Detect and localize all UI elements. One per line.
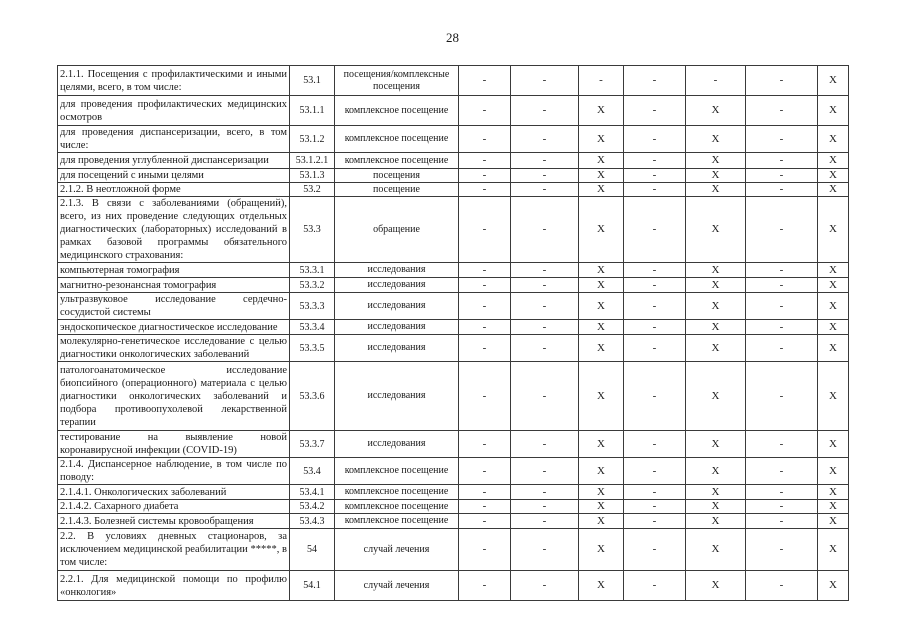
table-row [58,263,849,278]
value-cell: X [818,278,849,293]
value-cell: - [746,529,818,571]
value-cell: - [511,514,579,529]
value-cell: X [579,153,624,169]
value-cell: - [511,500,579,514]
value-cell: X [686,197,746,263]
value-cell: - [579,66,624,96]
table-row [58,431,849,458]
value-cell: - [459,514,511,529]
row-unit: исследования [335,335,459,362]
table-row [58,320,849,335]
value-cell: - [624,96,686,126]
value-cell: - [459,320,511,335]
row-description: эндоскопическое диагностическое исследование [58,320,290,335]
value-cell: X [818,485,849,500]
row-unit: обращение [335,197,459,263]
value-cell: - [511,335,579,362]
row-description: молекулярно-генетическое исследование с целью диагностики онкологических заболеваний [58,335,290,362]
value-cell: - [459,458,511,485]
value-cell: X [686,169,746,183]
value-cell: - [624,485,686,500]
value-cell: - [746,263,818,278]
medical-volumes-table [57,65,849,601]
row-unit: исследования [335,278,459,293]
value-cell: X [579,529,624,571]
value-cell: - [459,335,511,362]
value-cell: X [579,362,624,431]
value-cell: - [746,458,818,485]
value-cell: - [511,278,579,293]
row-unit: комплексное посещение [335,500,459,514]
row-unit: исследования [335,362,459,431]
table-row [58,153,849,169]
value-cell: X [579,278,624,293]
value-cell: X [579,263,624,278]
value-cell: - [624,293,686,320]
row-unit: исследования [335,431,459,458]
value-cell: - [511,263,579,278]
value-cell: - [746,293,818,320]
value-cell: X [686,571,746,601]
row-description: для проведения профилактических медицинских осмотров [58,96,290,126]
value-cell: X [579,431,624,458]
value-cell: X [818,514,849,529]
table-row [58,529,849,571]
row-description: 2.2. В условиях дневных стационаров, за исключением медицинской реабилитации *****, в том числе: [58,529,290,571]
row-description: 2.1.3. В связи с заболеваниями (обращений), всего, из них проведение следующих отдельных диагностических (лабораторных) исследований в рамках базовой программы обязательного медицинского страхования: [58,197,290,263]
table-row [58,335,849,362]
value-cell: X [818,431,849,458]
row-code: 53.3.6 [290,362,335,431]
value-cell: - [746,500,818,514]
value-cell: - [624,66,686,96]
value-cell: - [459,529,511,571]
value-cell: - [746,335,818,362]
value-cell: - [746,278,818,293]
row-code: 53.3.4 [290,320,335,335]
table-row [58,126,849,153]
value-cell: X [818,500,849,514]
row-code: 53.1.2 [290,126,335,153]
value-cell: X [686,293,746,320]
value-cell: - [511,96,579,126]
row-code: 53.4.1 [290,485,335,500]
value-cell: - [624,263,686,278]
row-code: 53.4 [290,458,335,485]
row-unit: посещение [335,183,459,197]
value-cell: X [579,458,624,485]
table-row [58,278,849,293]
value-cell: - [624,500,686,514]
value-cell: - [746,126,818,153]
row-code: 53.4.2 [290,500,335,514]
value-cell: - [511,431,579,458]
table-row [58,362,849,431]
value-cell: X [579,197,624,263]
value-cell: X [686,500,746,514]
value-cell: X [818,263,849,278]
row-code: 53.1.2.1 [290,153,335,169]
row-code: 53.3.3 [290,293,335,320]
value-cell: - [624,458,686,485]
value-cell: X [818,183,849,197]
row-description: ультразвуковое исследование сердечно-сосудистой системы [58,293,290,320]
value-cell: X [686,529,746,571]
row-unit: исследования [335,263,459,278]
table-row [58,485,849,500]
value-cell: X [818,66,849,96]
value-cell: X [579,335,624,362]
row-description: 2.1.4. Диспансерное наблюдение, в том числе по поводу: [58,458,290,485]
value-cell: X [818,571,849,601]
value-cell: X [686,514,746,529]
row-code: 53.1 [290,66,335,96]
row-unit: комплексное посещение [335,96,459,126]
value-cell: - [624,431,686,458]
value-cell: - [746,362,818,431]
value-cell: - [624,169,686,183]
value-cell: - [746,514,818,529]
value-cell: - [511,169,579,183]
row-code: 53.3 [290,197,335,263]
value-cell: X [686,458,746,485]
value-cell: X [686,335,746,362]
row-code: 53.3.2 [290,278,335,293]
table-body [58,66,849,601]
table-row [58,66,849,96]
value-cell: - [511,293,579,320]
value-cell: X [579,126,624,153]
value-cell: X [579,293,624,320]
value-cell: X [818,458,849,485]
value-cell: - [459,293,511,320]
table-row [58,458,849,485]
value-cell: - [459,126,511,153]
value-cell: X [818,335,849,362]
row-description: для посещений с иными целями [58,169,290,183]
value-cell: X [579,514,624,529]
value-cell: - [459,431,511,458]
row-unit: комплексное посещение [335,458,459,485]
value-cell: - [511,320,579,335]
row-unit: случай лечения [335,571,459,601]
row-code: 54 [290,529,335,571]
value-cell: - [459,571,511,601]
value-cell: - [746,320,818,335]
value-cell: - [511,197,579,263]
row-unit: исследования [335,293,459,320]
row-unit: комплексное посещение [335,126,459,153]
value-cell: - [746,431,818,458]
row-code: 53.2 [290,183,335,197]
value-cell: X [818,362,849,431]
value-cell: X [818,96,849,126]
value-cell: - [624,197,686,263]
value-cell: - [686,66,746,96]
table-row [58,571,849,601]
value-cell: - [511,529,579,571]
row-code: 53.4.3 [290,514,335,529]
value-cell: X [686,431,746,458]
value-cell: - [459,96,511,126]
row-description: патологоанатомическое исследование биопсийного (операционного) материала с целью диагностики онкологических заболеваний и подбора противоопухолевой лекарственной терапии [58,362,290,431]
row-description: 2.2.1. Для медицинской помощи по профилю «онкология» [58,571,290,601]
value-cell: - [624,278,686,293]
value-cell: - [746,169,818,183]
value-cell: X [686,362,746,431]
value-cell: - [459,278,511,293]
row-description: для проведения диспансеризации, всего, в том числе: [58,126,290,153]
value-cell: X [579,500,624,514]
row-description: 2.1.4.2. Сахарного диабета [58,500,290,514]
value-cell: X [686,153,746,169]
value-cell: - [624,153,686,169]
value-cell: X [818,153,849,169]
value-cell: - [746,197,818,263]
value-cell: - [459,66,511,96]
row-description: 2.1.1. Посещения с профилактическими и иными целями, всего, в том числе: [58,66,290,96]
value-cell: - [624,529,686,571]
value-cell: - [624,514,686,529]
value-cell: - [459,183,511,197]
value-cell: - [624,335,686,362]
value-cell: - [459,169,511,183]
value-cell: - [511,153,579,169]
row-unit: посещения/комплексные посещения [335,66,459,96]
row-description: для проведения углубленной диспансеризации [58,153,290,169]
value-cell: - [459,197,511,263]
row-unit: исследования [335,320,459,335]
value-cell: X [818,293,849,320]
table-row [58,514,849,529]
value-cell: X [818,320,849,335]
value-cell: X [686,485,746,500]
value-cell: X [818,126,849,153]
value-cell: - [511,66,579,96]
value-cell: X [579,571,624,601]
row-description: 2.1.4.3. Болезней системы кровообращения [58,514,290,529]
value-cell: - [511,362,579,431]
value-cell: - [459,500,511,514]
value-cell: X [686,183,746,197]
value-cell: - [511,458,579,485]
value-cell: - [624,126,686,153]
table-row [58,500,849,514]
row-unit: комплексное посещение [335,485,459,500]
row-description: магнитно-резонансная томография [58,278,290,293]
row-code: 53.3.7 [290,431,335,458]
row-code: 53.1.3 [290,169,335,183]
value-cell: X [579,183,624,197]
row-description: компьютерная томография [58,263,290,278]
value-cell: - [459,263,511,278]
value-cell: - [624,362,686,431]
value-cell: X [579,96,624,126]
row-description: тестирование на выявление новой коронавирусной инфекции (COVID-19) [58,431,290,458]
value-cell: X [579,169,624,183]
table-row [58,169,849,183]
row-unit: комплексное посещение [335,153,459,169]
value-cell: - [624,571,686,601]
value-cell: X [579,485,624,500]
value-cell: - [746,485,818,500]
table-row [58,197,849,263]
row-unit: посещения [335,169,459,183]
row-description: 2.1.4.1. Онкологических заболеваний [58,485,290,500]
value-cell: - [624,183,686,197]
row-code: 54.1 [290,571,335,601]
value-cell: X [579,320,624,335]
value-cell: - [459,485,511,500]
value-cell: X [686,320,746,335]
table-row [58,183,849,197]
value-cell: - [459,362,511,431]
value-cell: X [686,96,746,126]
row-code: 53.1.1 [290,96,335,126]
value-cell: - [746,66,818,96]
value-cell: X [818,197,849,263]
row-unit: комплексное посещение [335,514,459,529]
value-cell: - [624,320,686,335]
row-description: 2.1.2. В неотложной форме [58,183,290,197]
row-code: 53.3.1 [290,263,335,278]
value-cell: - [511,126,579,153]
value-cell: X [818,529,849,571]
value-cell: - [746,183,818,197]
value-cell: X [686,278,746,293]
value-cell: - [459,153,511,169]
table-row [58,293,849,320]
value-cell: - [511,571,579,601]
value-cell: - [511,183,579,197]
row-code: 53.3.5 [290,335,335,362]
table-row [58,96,849,126]
value-cell: X [686,126,746,153]
value-cell: - [746,96,818,126]
value-cell: - [746,571,818,601]
page-number: 28 [446,30,459,45]
row-unit: случай лечения [335,529,459,571]
value-cell: - [511,485,579,500]
value-cell: - [746,153,818,169]
value-cell: X [686,263,746,278]
value-cell: X [818,169,849,183]
